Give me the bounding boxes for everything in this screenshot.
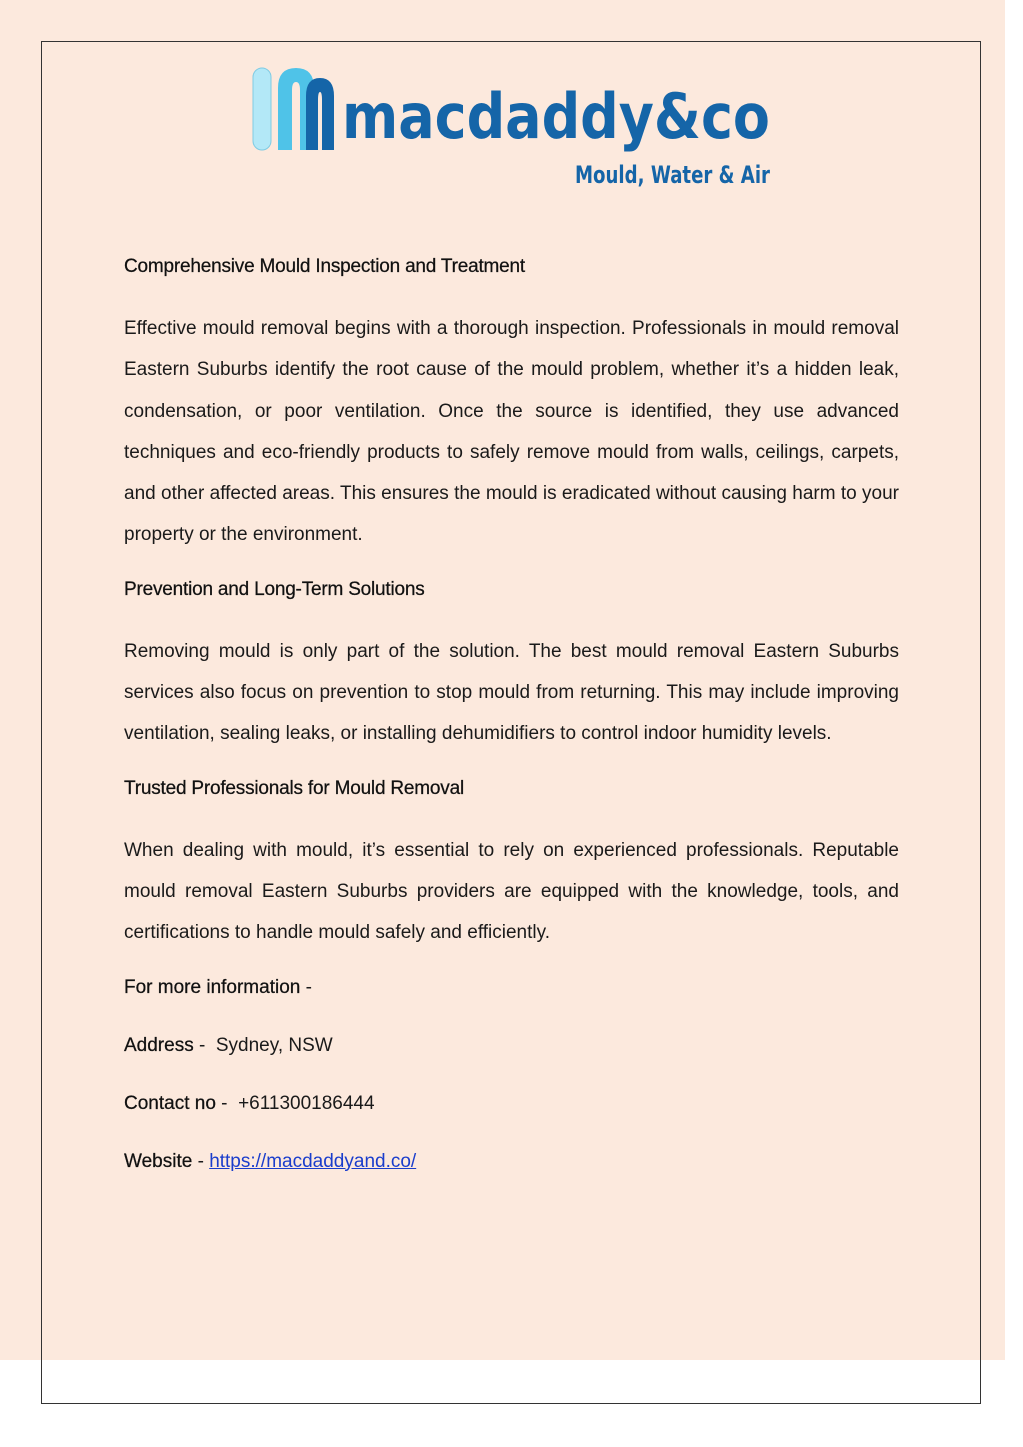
section-heading-trusted: Trusted Professionals for Mould Removal: [124, 777, 464, 799]
website-label: Website: [124, 1150, 193, 1172]
document-body: [124, 250, 899, 1179]
phone-label: Contact no: [124, 1092, 216, 1114]
section-body-trusted: When dealing with mould, it’s essential to rely on experienced professionals. Reputable mould removal Eastern Suburbs providers are equipped with the knowledge, tools, and certifications to handle mould safely and efficiently.: [124, 839, 899, 944]
company-logo: [250, 60, 780, 195]
section-heading-inspection: Comprehensive Mould Inspection and Treatment: [124, 256, 525, 277]
website-line: [124, 1145, 899, 1179]
phone-line: [124, 1087, 899, 1121]
section-body-prevention: Removing mould is only part of the solution. The best mould removal Eastern Suburbs services also focus on prevention to stop mould from returning. This may include improving ventilation, sealing leaks, or installing dehumidifiers to control indoor humidity levels.: [124, 640, 899, 745]
logo-brand-text: macdaddy&co: [342, 80, 770, 153]
website-separator: -: [192, 1150, 210, 1172]
more-info-label: For more information: [124, 976, 301, 998]
more-info-line: [124, 971, 899, 1005]
address-line: [124, 1029, 899, 1063]
section-heading-prevention: Prevention and Long-Term Solutions: [124, 578, 425, 600]
section-body-inspection: Effective mould removal begins with a thorough inspection. Professionals in mould removal Eastern Suburbs identify the root cause of the mould problem, whether it’s a hidden leak, condensation, or poor ventilation. Once the source is identified, they use advanced techniques and eco-friendly products to safely remove mould from walls, ceilings, carpets, and other affected areas. This ensures the mould is eradicated without causing harm to your property or the environment.: [124, 318, 899, 546]
address-label: Address: [124, 1034, 194, 1056]
more-info-suffix: -: [300, 976, 312, 998]
website-link[interactable]: https://macdaddyand.co/: [209, 1150, 417, 1172]
logo-tagline-text: Mould, Water & Air: [575, 161, 771, 189]
address-value: - Sydney, NSW: [193, 1034, 333, 1056]
mc-wave-logo-icon: [253, 68, 334, 150]
phone-value: - +611300186444: [215, 1092, 375, 1114]
